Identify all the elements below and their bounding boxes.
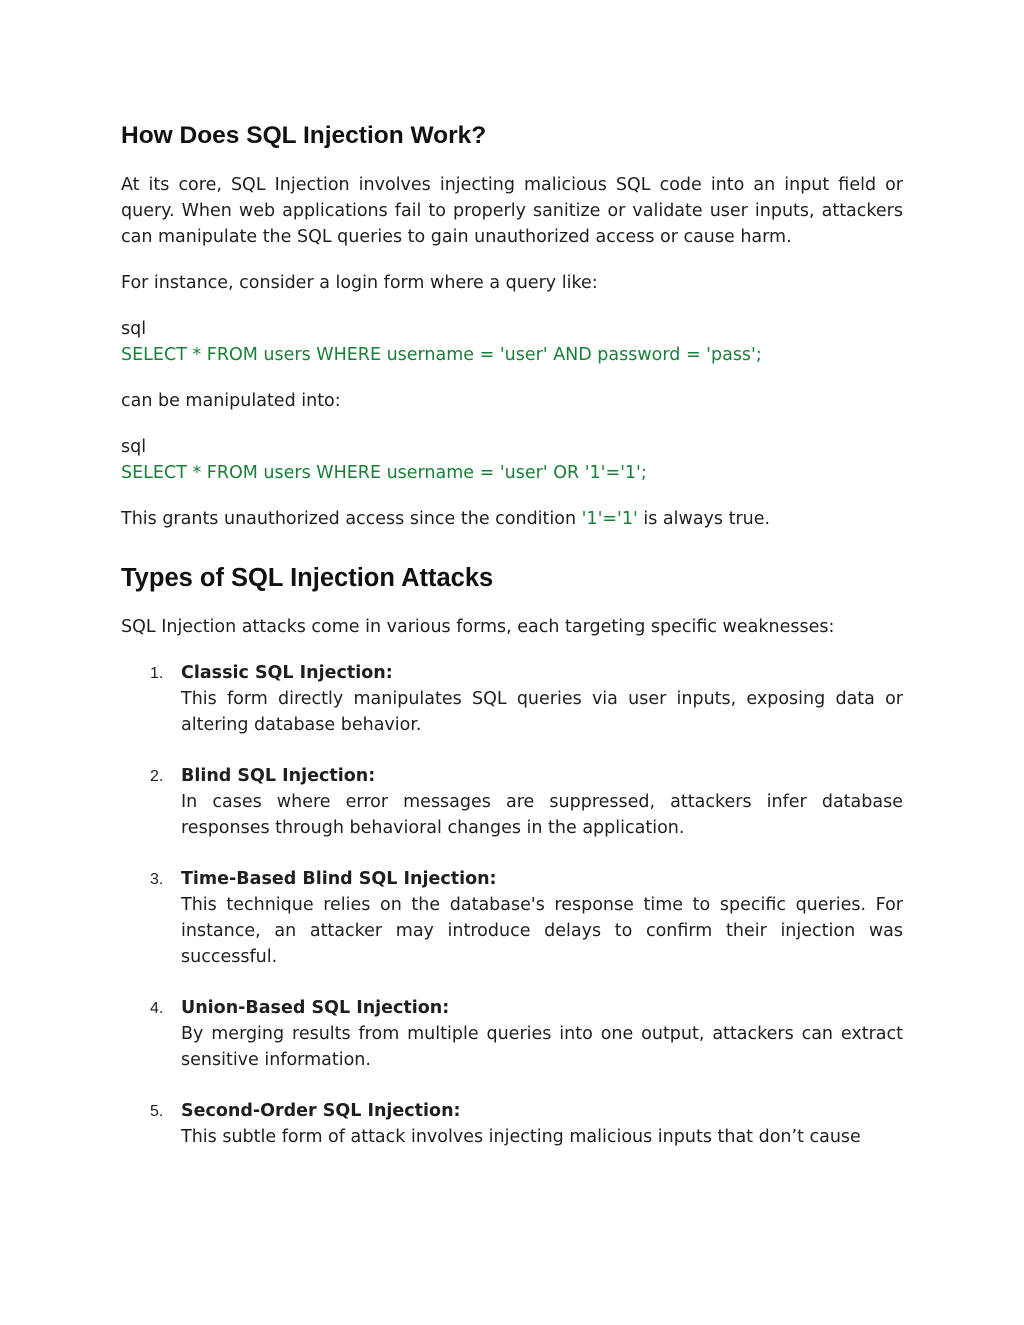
list-number: 2. xyxy=(150,768,164,785)
code-block-original-query xyxy=(121,316,903,368)
list-item-title: Second-Order SQL Injection: xyxy=(181,1101,461,1121)
list-item-title: Union-Based SQL Injection: xyxy=(181,998,450,1018)
code-language-label: sql xyxy=(121,319,147,339)
list-item-description: In cases where error messages are suppressed, attackers infer database responses through behavioral changes in the application. xyxy=(181,792,903,838)
list-number: 3. xyxy=(150,871,164,888)
list-item-blind xyxy=(121,763,903,841)
paragraph-always-true xyxy=(121,506,903,532)
document-content xyxy=(121,120,903,1175)
text-after-code: is always true. xyxy=(637,509,771,529)
list-item-title: Classic SQL Injection: xyxy=(181,663,393,683)
inline-code-condition: '1'='1' xyxy=(581,509,638,529)
heading-types-of-sql-injection: Types of SQL Injection Attacks xyxy=(121,564,494,592)
list-item-description: This subtle form of attack involves injecting malicious inputs that don’t cause xyxy=(181,1127,861,1147)
paragraph-core-explanation: At its core, SQL Injection involves injecting malicious SQL code into an input field or query. When web applications fail to properly sanitize or validate user inputs, attackers can manipulate the SQL queries to gain unauthorized access or cause harm. xyxy=(121,175,903,247)
paragraph-login-example: For instance, consider a login form where a query like: xyxy=(121,273,598,293)
list-item-union-based xyxy=(121,995,903,1073)
code-block-manipulated-query xyxy=(121,434,903,486)
list-item-title: Blind SQL Injection: xyxy=(181,766,376,786)
list-item-description: This form directly manipulates SQL queries via user inputs, exposing data or altering database behavior. xyxy=(181,689,903,735)
heading-how-sql-injection-works: How Does SQL Injection Work? xyxy=(121,122,487,149)
list-number: 4. xyxy=(150,1000,164,1017)
list-item-classic xyxy=(121,660,903,738)
list-item-second-order xyxy=(121,1098,903,1150)
paragraph-manipulated-into: can be manipulated into: xyxy=(121,391,341,411)
list-item-description: This technique relies on the database's response time to specific queries. For instance, an attacker may introduce delays to confirm their injection was successful. xyxy=(181,895,903,967)
paragraph-types-intro: SQL Injection attacks come in various forms, each targeting specific weaknesses: xyxy=(121,617,835,637)
code-original-query: SELECT * FROM users WHERE username = 'user' AND password = 'pass'; xyxy=(121,345,762,365)
list-item-time-based xyxy=(121,866,903,970)
list-number: 5. xyxy=(150,1103,164,1120)
injection-types-list xyxy=(121,660,903,1150)
text-before-code: This grants unauthorized access since the condition xyxy=(121,509,582,529)
list-number: 1. xyxy=(150,665,164,682)
list-item-title: Time-Based Blind SQL Injection: xyxy=(181,869,497,889)
code-manipulated-query: SELECT * FROM users WHERE username = 'user' OR '1'='1'; xyxy=(121,463,647,483)
code-language-label: sql xyxy=(121,437,147,457)
list-item-description: By merging results from multiple queries into one output, attackers can extract sensitive information. xyxy=(181,1024,903,1070)
